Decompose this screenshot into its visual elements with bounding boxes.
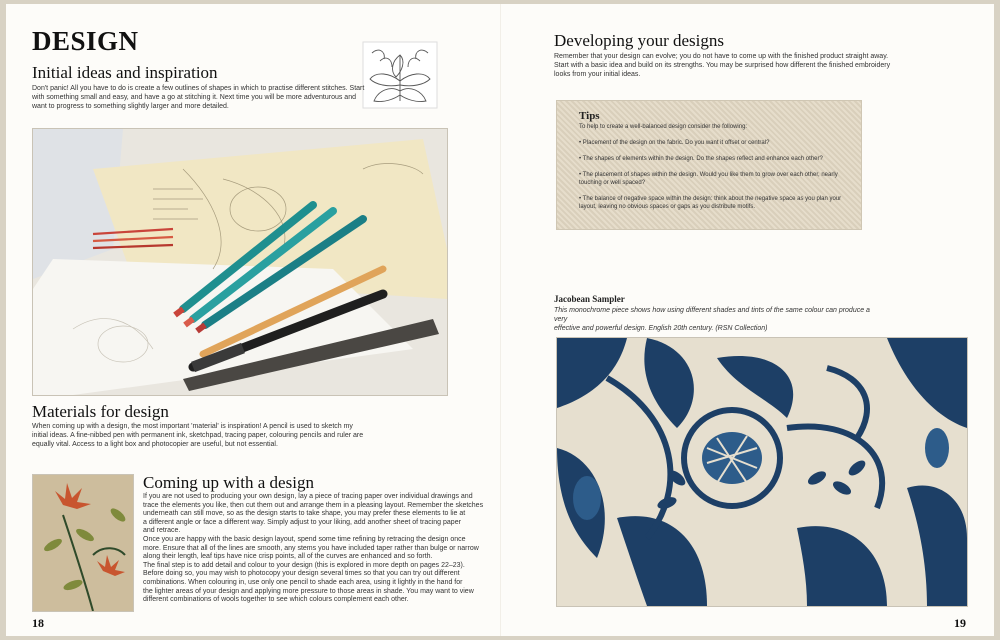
caption-text: This monochrome piece shows how using different shades and tints of the same colour can produce a very effective and powerful design. English 20th century. (RSN Collection) <box>554 307 870 333</box>
heading-coming-up: Coming up with a design <box>143 473 314 492</box>
crewel-flowers <box>33 475 133 611</box>
heading-initial-ideas: Initial ideas and inspiration <box>32 63 218 82</box>
paragraph-initial-ideas: Don't panic! All you have to do is create a few outlines of shapes in which to practise different stitches. Start with something small and easy, and have a go at stitching it. Next time you will be more adventurous and want to progress to something slightly larger and more detailed. <box>32 85 365 111</box>
blue-embroidery <box>557 338 967 606</box>
paragraph-coming-up: If you are not used to producing your own design, lay a piece of tracing paper over individual drawings and trace the elements you like, then cut them out and arrange them in a pleasing layout. Remember the sketches underneath can still move, so as the design starts to take shape, you may prefer these elements to lie at a different angle or face a different way. Simply adjust to your liking, add another sheet of tracing paper and retrace. Once you are happy with the basic design layout, spend some time refining by retracing the design once more. Ensure that all of the lines are smooth, any stems you have included taper rather than bulge or narrow along their length, leaf tips have nice crisp points, all of the curves are enhanced and so forth. The final step is to add detail and colour to your design (this is explored in more depth on pages 22–23). Before doing so, you may wish to photocopy your design several times so that you can try out different combinations. When colouring in, use only one pencil to shade each area, using it lightly in the hand for the lighter areas of your design and applying more pressure to those areas in shade. You may want to view different combinations of wools together to see which colours complement each other. <box>143 493 484 604</box>
tips-box <box>556 100 862 230</box>
tip-item: • The shapes of elements within the design. Do the shapes reflect and enhance each other? <box>579 156 823 162</box>
tip-item: • The balance of negative space within the design: think about the negative space as you plan your layout, leaving no obvious spaces or gaps as you distribute motifs. <box>579 196 842 210</box>
book-spread <box>6 4 994 636</box>
page-title: DESIGN <box>32 26 139 56</box>
photo-crewel-embroidery <box>32 474 134 612</box>
heading-developing: Developing your designs <box>554 31 724 50</box>
page-number-right: 19 <box>954 616 966 630</box>
paragraph-developing: Remember that your design can evolve; you do not have to come up with the finished product straight away. Start with a basic idea and build on its strengths. You may be surprised how different the finished embroidery looks from your initial ideas. <box>554 53 891 79</box>
photo-design-materials <box>32 128 448 396</box>
tip-item: • Placement of the design on the fabric. Do you want it offset or central? <box>579 140 770 146</box>
heading-materials: Materials for design <box>32 402 169 421</box>
tip-item: • The placement of shapes within the design. Would you like them to grow over each other, nearly touching or well spaced? <box>579 172 838 186</box>
caption-title: Jacobean Sampler <box>554 294 625 304</box>
tips-intro: To help to create a well-balanced design consider the following: <box>579 124 748 130</box>
photo-jacobean-sampler <box>556 337 968 607</box>
tips-title: Tips <box>579 110 600 122</box>
page-number-left: 18 <box>32 616 44 630</box>
ornament-drawing <box>362 41 438 109</box>
gutter <box>500 4 501 636</box>
paragraph-materials: When coming up with a design, the most important 'material' is inspiration! A pencil is used to sketch my initial ideas. A fine-nibbed pen with permanent ink, sketchpad, tracing paper, colouring pencils and ruler are equally vital. Access to a light box and photocopier are useful, but not essential. <box>32 423 364 449</box>
pencils-illustration <box>33 129 447 395</box>
